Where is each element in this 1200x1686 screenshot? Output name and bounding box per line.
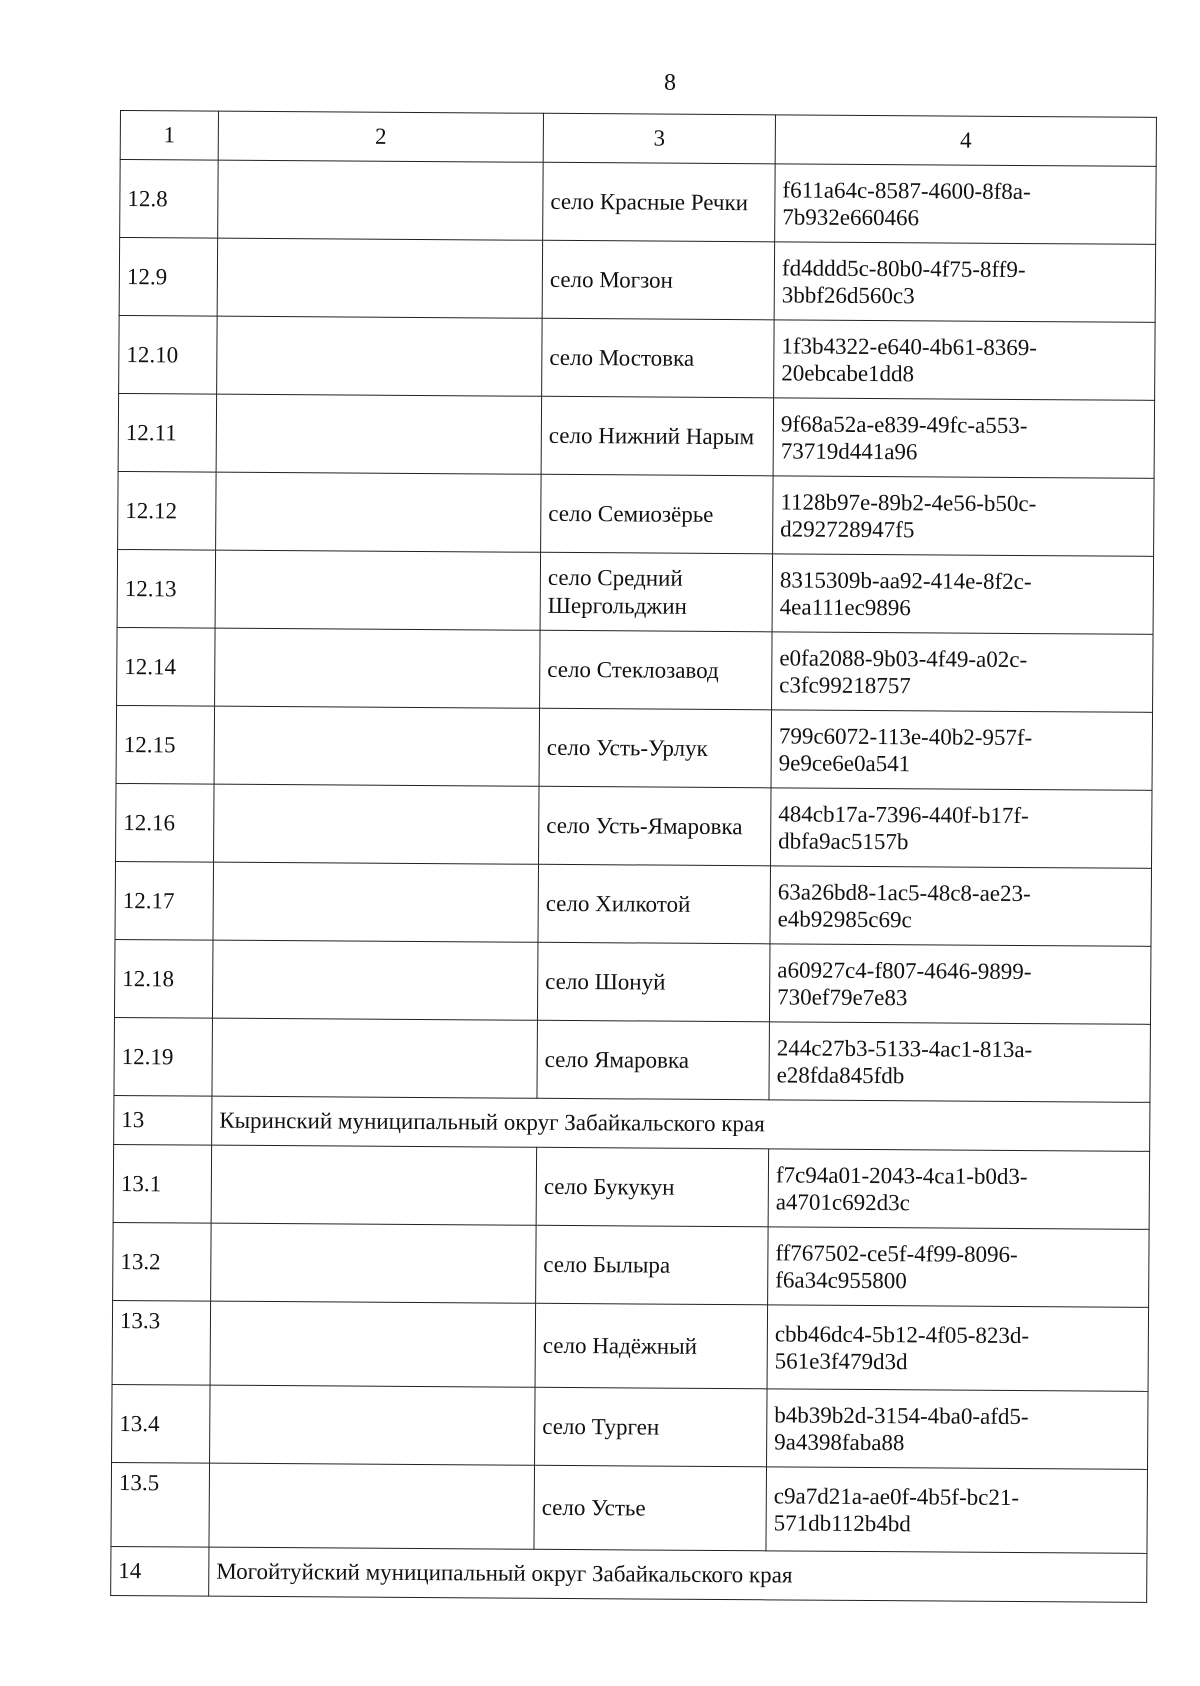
settlement-row (114, 939, 1150, 1024)
settlement-name: село Красные Речки (543, 162, 776, 242)
column-number-2: 2 (218, 111, 543, 162)
row-number: 14 (111, 1546, 209, 1596)
settlement-row (113, 1222, 1149, 1307)
settlement-row (114, 1017, 1150, 1102)
column-number-4: 4 (775, 115, 1156, 167)
settlement-name: село Стеклозавод (540, 630, 773, 710)
empty-cell (216, 472, 542, 552)
row-number: 13.3 (112, 1300, 211, 1385)
settlement-name: село Мостовка (542, 318, 775, 398)
settlement-row (111, 1462, 1148, 1553)
settlement-guid: 63a26bd8-1ac5-48c8-ae23- e4b92985c69c (770, 866, 1152, 947)
empty-cell (211, 1223, 537, 1303)
column-number-1: 1 (120, 111, 218, 161)
settlement-guid: 9f68a52a-e839-49fc-a553- 73719d441a96 (773, 398, 1155, 479)
row-number: 13 (114, 1095, 212, 1145)
settlement-row (112, 1300, 1149, 1391)
empty-cell (215, 628, 541, 708)
row-number: 12.8 (120, 160, 219, 239)
settlement-row (119, 238, 1155, 323)
settlement-name: село Могзон (542, 240, 775, 320)
empty-cell (213, 862, 539, 942)
settlement-row (117, 627, 1153, 712)
settlement-row (118, 393, 1154, 478)
settlement-row (120, 160, 1156, 245)
settlement-guid: fd4ddd5c-80b0-4f75-8ff9- 3bbf26d560c3 (774, 242, 1156, 323)
table-body (111, 111, 1157, 1603)
row-number: 13.5 (111, 1462, 210, 1547)
settlement-row (113, 1144, 1149, 1229)
settlement-guid: c9a7d21a-ae0f-4b5f-bc21- 571db112b4bd (766, 1467, 1148, 1554)
settlement-guid: e0fa2088-9b03-4f49-a02c- c3fc99218757 (772, 632, 1154, 713)
row-number: 12.14 (117, 627, 216, 706)
settlement-row (116, 705, 1152, 790)
settlement-guid: 1f3b4322-e640-4b61-8369- 20ebcabe1dd8 (774, 320, 1156, 401)
row-number: 13.1 (113, 1144, 212, 1223)
settlement-name: село Ямаровка (537, 1020, 770, 1100)
settlement-name: село Турген (535, 1387, 768, 1467)
page-number: 8 (664, 70, 676, 96)
settlement-guid: f611a64c-8587-4600-8f8a- 7b932e660466 (775, 164, 1157, 245)
empty-cell (215, 550, 541, 630)
settlement-guid: f7c94a01-2043-4ca1-b0d3- a4701c692d3c (768, 1149, 1150, 1230)
empty-cell (210, 1301, 536, 1387)
region-row (114, 1095, 1150, 1151)
empty-cell (217, 316, 543, 396)
settlement-name: село Букукун (536, 1147, 769, 1227)
row-number: 12.18 (114, 939, 213, 1018)
settlement-name: село Средний Шергольджин (540, 552, 773, 632)
settlement-row (115, 861, 1151, 946)
row-number: 12.9 (119, 238, 218, 317)
empty-cell (217, 238, 543, 318)
settlements-table (110, 110, 1157, 1603)
empty-cell (214, 784, 540, 864)
settlement-guid: 244c27b3-5133-4ac1-813a- e28fda845fdb (769, 1022, 1151, 1103)
row-number: 12.11 (118, 393, 217, 472)
settlement-row (118, 471, 1154, 556)
settlement-name: село Усть-Ямаровка (539, 786, 772, 866)
settlement-guid: 8315309b-aa92-414e-8f2c- 4ea111ec9896 (772, 554, 1154, 635)
column-number-3: 3 (543, 113, 775, 164)
empty-cell (212, 940, 538, 1020)
settlement-name: село Былыра (536, 1225, 769, 1305)
empty-cell (216, 394, 542, 474)
settlement-row (119, 315, 1155, 400)
settlement-guid: ff767502-ce5f-4f99-8096- f6a34c955800 (768, 1227, 1150, 1308)
settlement-row (112, 1384, 1148, 1469)
settlement-name: село Нижний Нарым (541, 396, 774, 476)
empty-cell (211, 1145, 537, 1225)
empty-cell (218, 160, 544, 240)
row-number: 12.19 (114, 1017, 213, 1096)
region-name: Могойтуйский муниципальный округ Забайкальского края (209, 1547, 1147, 1602)
settlement-guid: a60927c4-f807-4646-9899- 730ef79e7e83 (769, 944, 1151, 1025)
settlement-guid: 799c6072-113e-40b2-957f- 9e9ce6e0a541 (771, 710, 1153, 791)
region-row (111, 1546, 1147, 1602)
row-number: 13.2 (113, 1222, 212, 1301)
settlement-guid: 484cb17a-7396-440f-b17f- dbfa9ac5157b (771, 788, 1153, 869)
row-number: 12.15 (116, 705, 215, 784)
settlement-name: село Усть-Урлук (539, 708, 772, 788)
settlement-name: село Семиозёрье (541, 474, 774, 554)
settlement-guid: b4b39b2d-3154-4ba0-afd5- 9a4398faba88 (767, 1389, 1149, 1470)
empty-cell (209, 1463, 535, 1549)
row-number: 12.16 (116, 783, 215, 862)
settlement-guid: cbb46dc4-5b12-4f05-823d- 561e3f479d3d (767, 1305, 1149, 1392)
row-number: 12.13 (117, 549, 216, 628)
settlement-name: село Надёжный (535, 1303, 768, 1389)
settlement-name: село Хилкотой (538, 864, 771, 944)
row-number: 12.17 (115, 861, 214, 940)
empty-cell (210, 1385, 536, 1465)
row-number: 13.4 (112, 1384, 211, 1463)
settlement-row (116, 783, 1152, 868)
empty-cell (212, 1018, 538, 1098)
settlement-name: село Шонуй (537, 942, 770, 1022)
settlement-row (117, 549, 1153, 634)
settlement-guid: 1128b97e-89b2-4e56-b50c- d292728947f5 (773, 476, 1155, 557)
column-number-row (120, 111, 1156, 167)
row-number: 12.12 (118, 471, 217, 550)
empty-cell (214, 706, 540, 786)
settlement-name: село Устье (534, 1465, 767, 1551)
row-number: 12.10 (119, 315, 218, 394)
region-name: Кыринский муниципальный округ Забайкальского края (212, 1096, 1150, 1151)
